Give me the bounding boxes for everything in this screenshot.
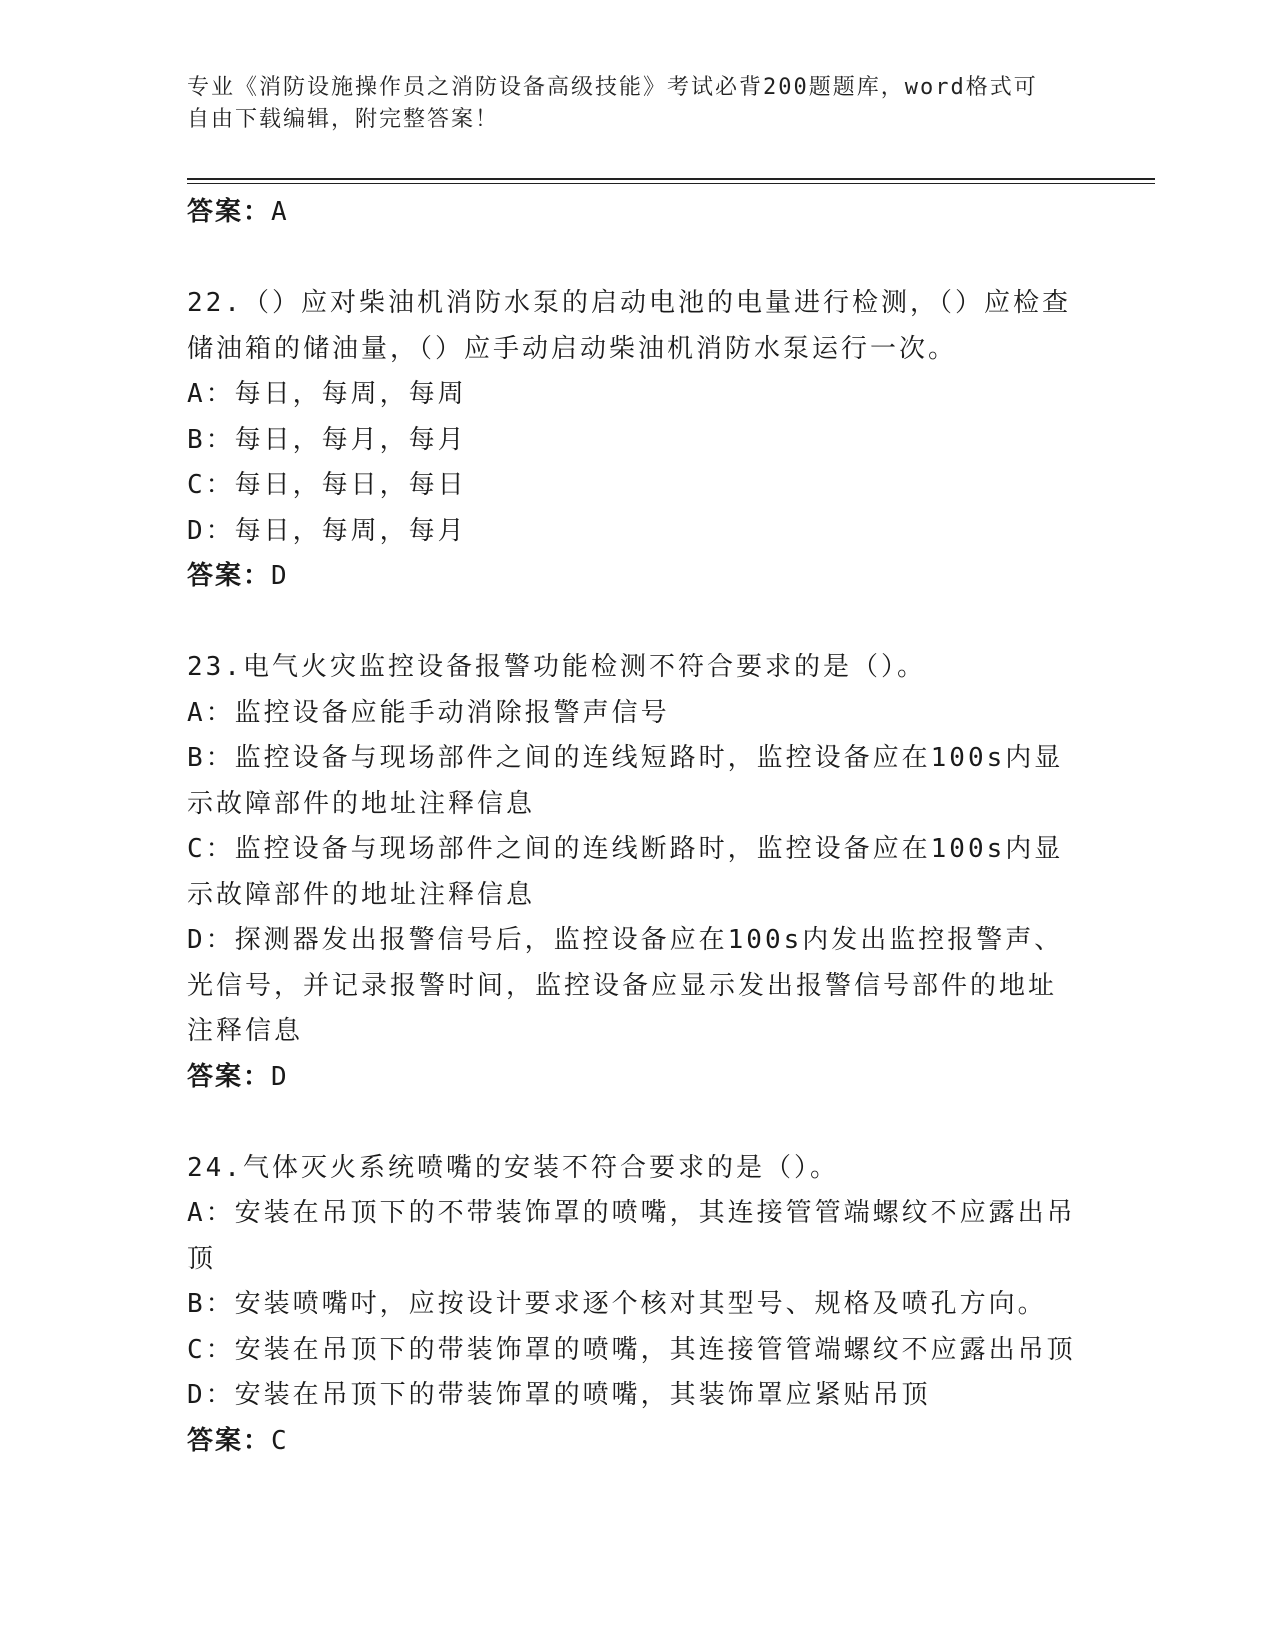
option-c: C：安装在吊顶下的带装饰罩的喷嘴，其连接管管端螺纹不应露出吊顶 [187,1334,1076,1365]
header-line-1: 专业《消防设施操作员之消防设备高级技能》考试必背200题题库，word格式可 [187,75,1038,100]
option-a-continued: 顶 [187,1243,217,1274]
option-d: D：每日，每周，每月 [187,515,467,546]
question-block [187,645,1087,1100]
answer-line [187,1419,1087,1465]
option-d: D：探测器发出报警信号后，监控设备应在100s内发出监控报警声、 [187,925,1064,955]
document-header [187,72,1067,136]
document-body [187,190,1087,1464]
answer-label: 答案： [187,1425,272,1456]
option-d-continued: 注释信息 [187,1016,304,1046]
answer-value: D [271,1061,289,1092]
question-stem: 储油箱的储油量，（）应手动启动柴油机消防水泵运行一次。 [187,333,958,364]
answer-value: A [271,197,289,227]
option-b: B：安装喷嘴吋，应按设计要求逐个核对其型号、规格及喷孔方向。 [187,1289,1047,1319]
answer-value: C [271,1425,289,1456]
option-c: C：监控设备与现场部件之间的连线断路时，监控设备应在100s内显 [187,834,1064,864]
answer-line [187,190,1087,236]
option-c-continued: 示故障部件的地址注释信息 [187,879,536,910]
option-b: B：监控设备与现场部件之间的连线短路时，监控设备应在100s内显 [187,743,1064,773]
option-d-continued: 光信号，并记录报警时间，监控设备应显示发出报警信号部件的地址 [187,970,1058,1001]
question-block [187,281,1087,600]
answer-label: 答案： [187,561,272,591]
option-a: A：安装在吊顶下的不带装饰罩的喷嘴，其连接管管端螺纹不应露出吊 [187,1198,1076,1228]
answer-line [187,554,1087,600]
option-b: B：每日，每月，每月 [187,424,467,455]
answer-value: D [271,561,289,591]
answer-label: 答案： [187,1061,272,1092]
option-c: C：每日，每日，每日 [187,470,467,500]
option-a: A：每日，每周，每周 [187,379,467,409]
header-divider-thin [187,183,1155,184]
question-stem: 24.气体灭火系统喷嘴的安装不符合要求的是（）。 [187,1152,839,1183]
question-stem: 22.（）应对柴油机消防水泵的启动电池的电量进行检测，（）应检查 [187,288,1071,318]
answer-line [187,1055,1087,1101]
option-a: A：监控设备应能手动消除报警声信号 [187,697,670,728]
question-stem: 23.电气火灾监控设备报警功能检测不符合要求的是（）。 [187,652,926,682]
option-d: D：安装在吊顶下的带装饰罩的喷嘴，其装饰罩应紧贴吊顶 [187,1380,931,1410]
question-block [187,1146,1087,1465]
answer-label: 答案： [187,197,272,227]
option-b-continued: 示故障部件的地址注释信息 [187,788,536,819]
header-line-2: 自由下载编辑，附完整答案！ [187,107,500,132]
header-divider [187,178,1155,180]
